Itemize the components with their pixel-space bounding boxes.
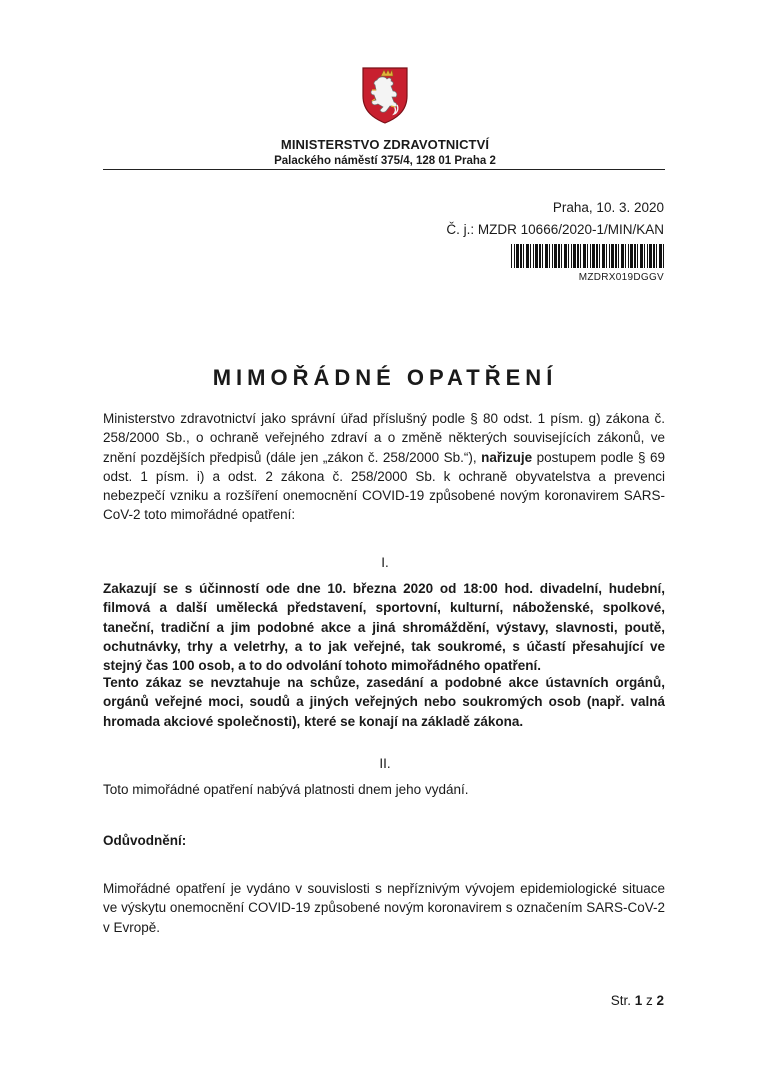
barcode bbox=[511, 244, 665, 268]
page-total: 2 bbox=[656, 993, 664, 1008]
barcode-code: MZDRX019DGGV bbox=[578, 272, 664, 283]
header-divider bbox=[103, 169, 665, 170]
section-2-text: Toto mimořádné opatření nabývá platnosti dnem jeho vydání. bbox=[103, 782, 469, 797]
section-2-number: II. bbox=[379, 756, 391, 771]
reference-number: Č. j.: MZDR 10666/2020-1/MIN/KAN bbox=[446, 222, 664, 237]
ministry-address: Palackého náměstí 375/4, 128 01 Praha 2 bbox=[274, 155, 496, 167]
reasoning-text: Mimořádné opatření je vydáno v souvislosti s nepříznivým vývojem epidemiologické situace ve výskytu onemocnění COVID-19 způsobené novým koronavirem s označením SARS-CoV-2 v Evropě. bbox=[103, 881, 665, 935]
intro-text-start: Ministerstvo zdravotnictví jako správní úřad příslušný podle § 80 odst. 1 písm. g) zákona č. 258/2000 Sb., o ochraně veřejného zdraví a o změně některých souvisejících zákonů, ve znění pozdějších předpisů (dále jen „zákon č. 258/2000 Sb.“), bbox=[103, 411, 665, 465]
reasoning-heading: Odůvodnění: bbox=[103, 833, 187, 848]
section-1-exemption-text: Tento zákaz se nevztahuje na schůze, zasedání a podobné akce ústavních orgánů, orgánů veřejné moci, soudů a jiných veřejných nebo soukromých osob (např. valná hromada akciové společnosti), které se konají na základě zákona. bbox=[103, 675, 665, 729]
ministry-name: MINISTERSTVO ZDRAVOTNICTVÍ bbox=[280, 137, 490, 152]
czech-lion-crest-icon bbox=[361, 66, 409, 124]
document-title: MIMOŘÁDNÉ OPATŘENÍ bbox=[212, 365, 558, 390]
section-1-ban-text: Zakazují se s účinností ode dne 10. března 2020 od 18:00 hod. divadelní, hudební, filmová a další umělecká představení, sportovní, kulturní, náboženské, spolkové, taneční, tradiční a jim podobné akce a jiná shromáždění, výstavy, slavnosti, poutě, ochutnávky, trhy a veletrhy, a to jak veřejné, tak soukromé, s účastí přesahující ve stejný čas 100 osob, a to do odvolání tohoto mimořádného opatření. bbox=[103, 581, 665, 674]
page-middle: z bbox=[642, 993, 657, 1008]
section-1-number: I. bbox=[381, 555, 389, 570]
intro-paragraph bbox=[103, 409, 665, 525]
place-date: Praha, 10. 3. 2020 bbox=[552, 200, 664, 215]
page-prefix: Str. bbox=[610, 993, 635, 1008]
intro-text-end: postupem podle § 69 odst. 1 písm. i) a odst. 2 zákona č. 258/2000 Sb. k ochraně obyvatelstva a prevenci nebezpečí vzniku a rozšíření onemocnění COVID-19 způsobené novým koronavirem SARS-CoV-2 toto mimořádné opatření: bbox=[103, 449, 665, 523]
intro-ordering-word: nařizuje bbox=[481, 449, 533, 465]
page-current: 1 bbox=[634, 993, 643, 1008]
page-number bbox=[611, 993, 664, 1008]
